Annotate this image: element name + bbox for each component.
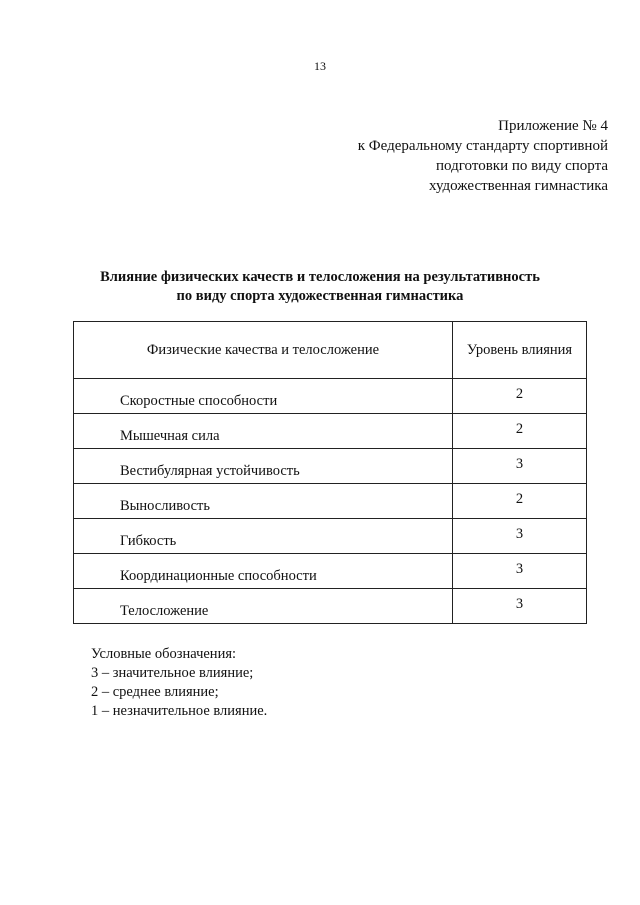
quality-name: Гибкость	[120, 533, 177, 549]
legend-heading: Условные обозначения:	[91, 646, 237, 662]
table-row	[74, 484, 587, 519]
quality-name: Выносливость	[120, 498, 210, 514]
legend-item: 2 – среднее влияние;	[91, 684, 219, 700]
level-cell	[453, 379, 587, 414]
quality-name: Скоростные способности	[120, 393, 278, 409]
level-cell	[453, 449, 587, 484]
table-row	[74, 379, 587, 414]
document-title	[0, 268, 640, 306]
legend-item: 3 – значительное влияние;	[91, 665, 254, 681]
table-row	[74, 449, 587, 484]
quality-name: Мышечная сила	[120, 428, 220, 444]
legend-item: 1 – незначительное влияние.	[91, 703, 268, 719]
appendix-line: художественная гимнастика	[429, 178, 608, 194]
quality-cell	[74, 379, 453, 414]
quality-cell	[74, 589, 453, 624]
quality-name: Телосложение	[120, 603, 209, 619]
level-cell	[453, 589, 587, 624]
level-value: 3	[515, 456, 524, 472]
title-line: по виду спорта художественная гимнастика	[176, 288, 464, 304]
level-value: 2	[515, 491, 524, 507]
header-level: Уровень влияния	[453, 322, 587, 379]
legend	[91, 645, 267, 721]
appendix-line: Приложение № 4	[498, 118, 608, 134]
appendix-line: к Федеральному стандарту спортивной	[357, 138, 608, 154]
level-cell	[453, 519, 587, 554]
table-row	[74, 414, 587, 449]
table-row	[74, 554, 587, 589]
level-value: 2	[515, 386, 524, 402]
appendix-line: подготовки по виду спорта	[436, 158, 608, 174]
level-value: 3	[515, 561, 524, 577]
level-cell	[453, 554, 587, 589]
quality-cell	[74, 554, 453, 589]
level-value: 3	[515, 526, 524, 542]
level-cell	[453, 414, 587, 449]
table-header-row	[74, 322, 587, 379]
table-row	[74, 519, 587, 554]
page-number: 13	[314, 59, 326, 73]
quality-name: Вестибулярная устойчивость	[120, 463, 300, 479]
quality-cell	[74, 449, 453, 484]
quality-name: Координационные способности	[120, 568, 317, 584]
level-value: 2	[515, 421, 524, 437]
appendix-note	[358, 116, 608, 196]
quality-cell	[74, 414, 453, 449]
level-cell	[453, 484, 587, 519]
level-value: 3	[515, 596, 524, 612]
quality-cell	[74, 519, 453, 554]
quality-cell	[74, 484, 453, 519]
header-quality: Физические качества и телосложение	[74, 322, 453, 379]
influence-table	[73, 321, 584, 624]
title-line: Влияние физических качеств и телосложения на результативность	[100, 269, 540, 285]
table-row	[74, 589, 587, 624]
